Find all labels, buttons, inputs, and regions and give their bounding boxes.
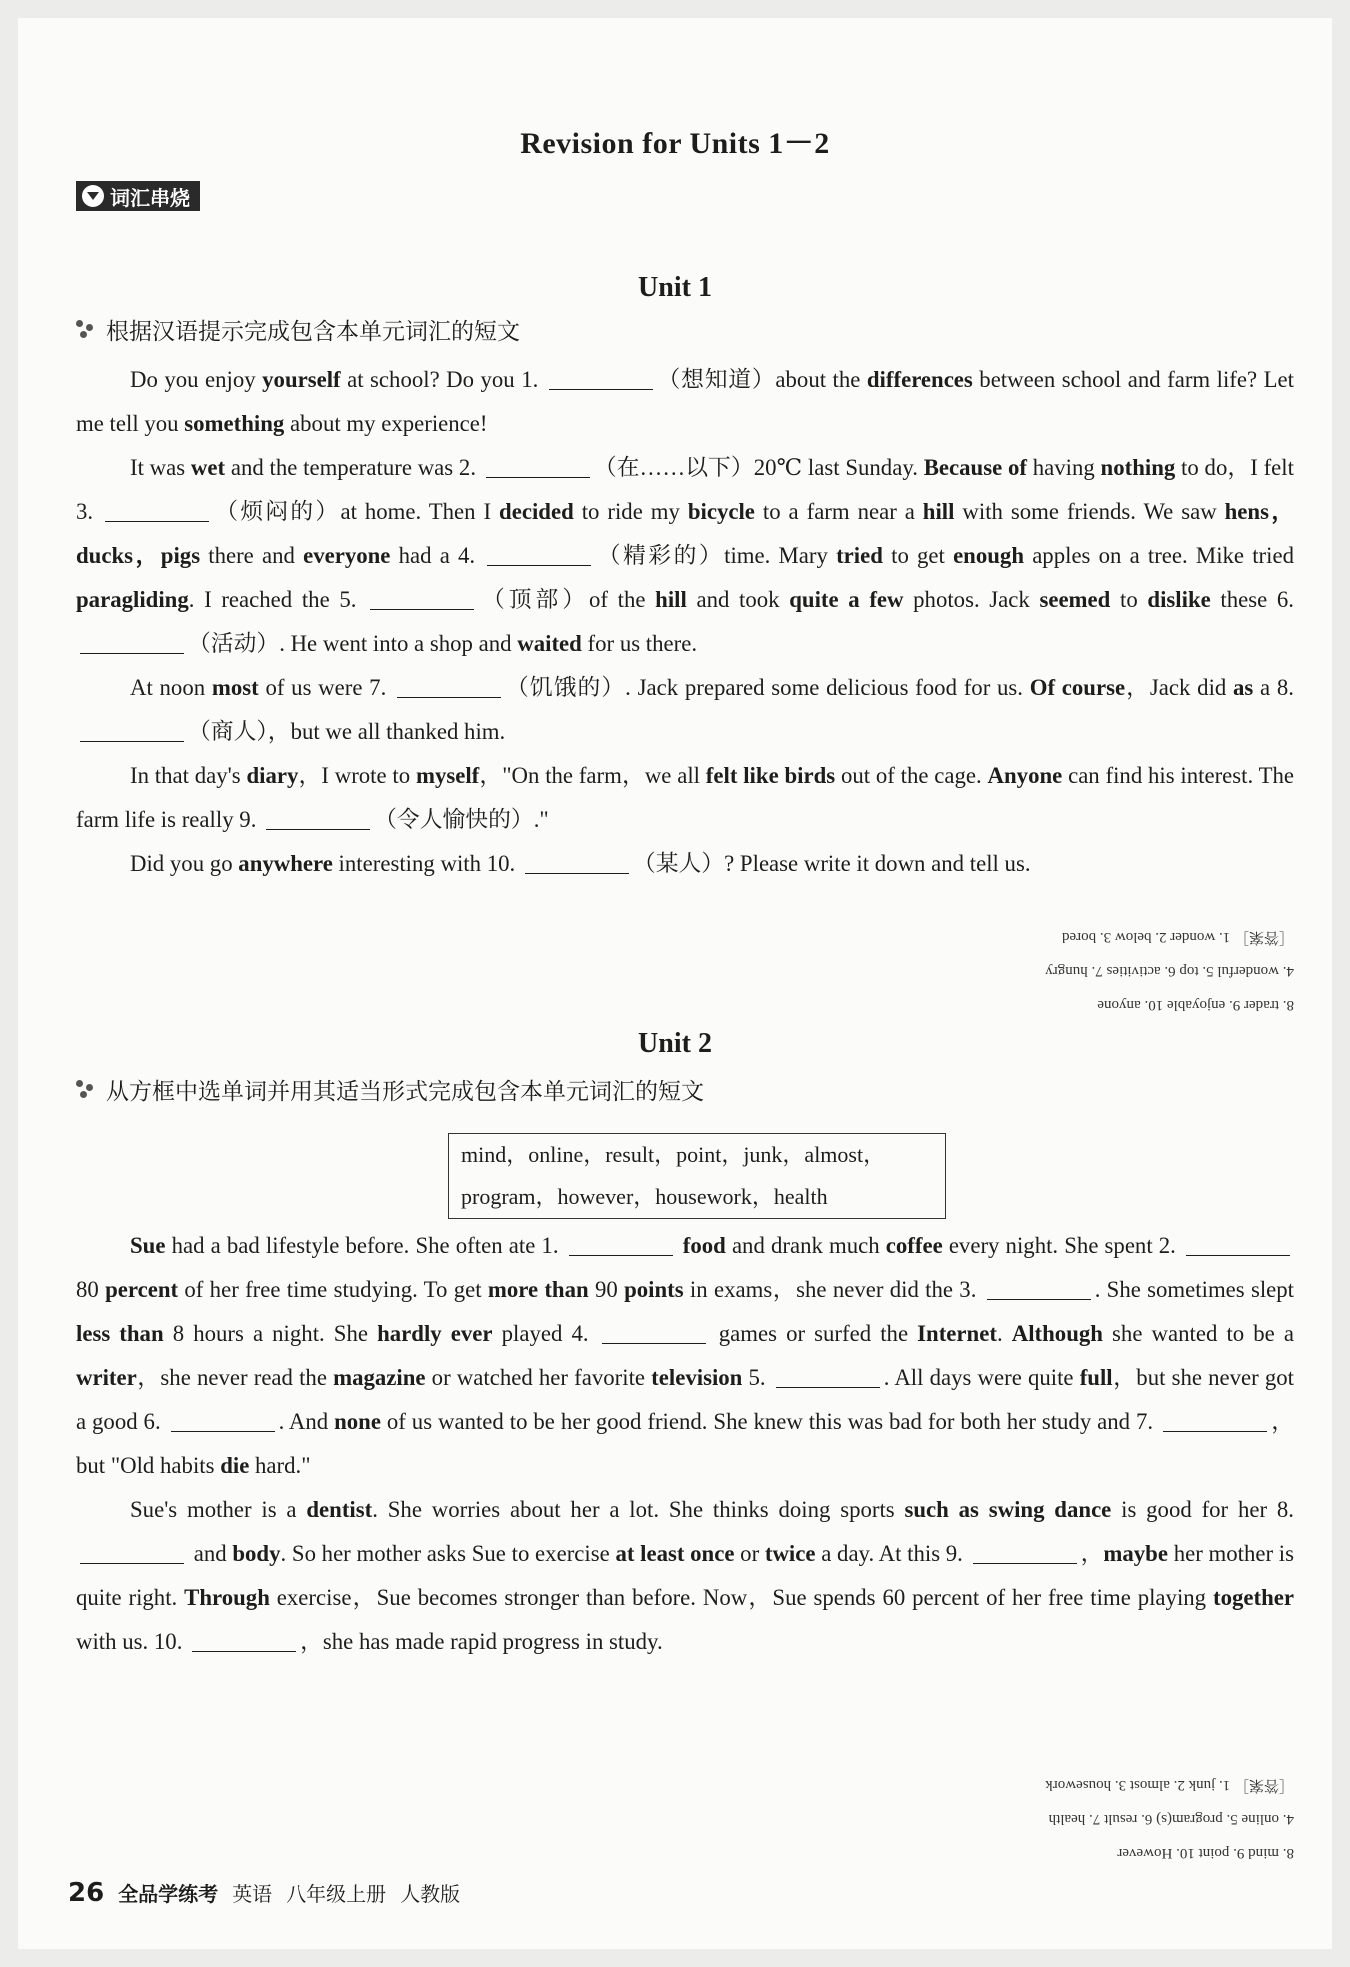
answer-blank-5[interactable]	[776, 1364, 880, 1388]
bullet-dots-icon	[76, 320, 96, 340]
answer-blank-4[interactable]	[487, 542, 591, 566]
answer-blank-10[interactable]	[525, 850, 629, 874]
answer-line: 8. mind 9. point 10. However	[1117, 1845, 1294, 1861]
answer-blank-7[interactable]	[1163, 1408, 1267, 1432]
worksheet-page	[18, 18, 1332, 1949]
answer-blank-6[interactable]	[171, 1408, 275, 1432]
answer-blank-5[interactable]	[370, 586, 474, 610]
answer-blank-3[interactable]	[987, 1276, 1091, 1300]
page-number: 26	[68, 1878, 105, 1908]
unit1-heading: Unit 1	[638, 272, 712, 303]
answer-blank-6[interactable]	[80, 630, 184, 654]
word-box-line: mind，online，result，point，junk，almost，	[461, 1142, 886, 1167]
section-tag-label: 词汇串烧	[110, 185, 190, 210]
grade: 八年级上册	[286, 1882, 387, 1906]
book-name: 全品学练考	[118, 1882, 219, 1906]
answer-blank-2[interactable]	[486, 454, 590, 478]
answer-blank-9[interactable]	[973, 1540, 1077, 1564]
word-box-line: program，however，housework，health	[461, 1184, 828, 1209]
answer-blank-8[interactable]	[80, 1540, 184, 1564]
unit1-paragraph-3: At noon most of us were 7. （饥饿的）. Jack prepared some delicious food for us. Of course，Jack did as a 8. （商人），but we all thanked him.	[76, 666, 1294, 754]
bullet-dots-icon	[76, 1080, 96, 1100]
unit1-paragraph-1: Do you enjoy yourself at school? Do you 1. （想知道）about the differences between school and farm life? Let me tell you something about my experience!	[76, 367, 1294, 436]
arrow-down-icon	[82, 185, 104, 207]
subject: 英语	[232, 1882, 273, 1906]
unit2-paragraph-1: Sue had a bad lifestyle before. She often ate 1. food and drank much coffee every night. She spent 2. 80 percent of her free time studying. To get more than 90 points in exams，she never did the 3. . She sometimes slept less than 8 hours a night. She hardly ever played 4. games or surfed the Internet. Although she wanted to be a writer，she never read the magazine or watched her favorite television 5. . All days were quite full，but she never got a good 6. . And none of us wanted to be her good friend. She knew this was bad for both her study and 7. ，but "Old habits die hard."	[76, 1233, 1295, 1478]
page-footer	[68, 1878, 460, 1908]
answer-line: 4. online 5. program(s) 6. result 7. health	[1048, 1811, 1294, 1827]
answer-blank-7[interactable]	[397, 674, 501, 698]
answer-blank-9[interactable]	[266, 806, 370, 830]
answer-blank-10[interactable]	[192, 1628, 296, 1652]
answer-blank-4[interactable]	[602, 1320, 706, 1344]
answer-blank-1[interactable]	[569, 1232, 673, 1256]
unit2-paragraph-2: Sue's mother is a dentist. She worries about her a lot. She thinks doing sports such as swing dance is good for her 8. and body. So her mother asks Sue to exercise at least once or twice a day. At this 9. ，maybe her mother is quite right. Through exercise，Sue becomes stronger than before. Now，Sue spends 60 percent of her free time playing together with us. 10. ，she has made rapid progress in study.	[76, 1497, 1295, 1654]
answer-blank-3[interactable]	[105, 498, 209, 522]
section-tag	[76, 181, 200, 211]
unit1-paragraph-5: Did you go anywhere interesting with 10. （某人）? Please write it down and tell us.	[130, 851, 1031, 876]
unit1-instruction-text: 根据汉语提示完成包含本单元词汇的短文	[106, 319, 520, 345]
page-title: Revision for Units 1－2	[520, 127, 830, 160]
answer-line: 8. trader 9. enjoyable 10. anyone	[1097, 997, 1294, 1013]
unit1-instruction	[76, 313, 520, 346]
edition: 人教版	[400, 1882, 461, 1906]
answer-line: ［答案］ 1. wonder 2. below 3. bored	[1061, 929, 1294, 945]
answer-blank-2[interactable]	[1186, 1232, 1290, 1256]
unit2-answer-key	[734, 1768, 1294, 1870]
unit1-paragraph-4: In that day's diary，I wrote to myself，"On the farm，we all felt like birds out of the cage. Anyone can find his interest. The farm life is really 9. （令人愉快的）."	[76, 763, 1295, 832]
unit2-instruction	[76, 1073, 704, 1106]
unit2-passage	[76, 1224, 1294, 1664]
word-box	[448, 1133, 946, 1219]
answer-blank-8[interactable]	[80, 718, 184, 742]
answer-line: ［答案］ 1. junk 2. almost 3. housework	[1045, 1777, 1294, 1793]
unit1-passage	[76, 358, 1294, 886]
answer-blank-1[interactable]	[549, 366, 653, 390]
unit2-instruction-text: 从方框中选单词并用其适当形式完成包含本单元词汇的短文	[106, 1079, 704, 1105]
unit1-answer-key	[734, 920, 1294, 1022]
unit2-heading: Unit 2	[638, 1028, 712, 1059]
answer-line: 4. wonderful 5. top 6. activities 7. hungry	[1045, 963, 1294, 979]
unit1-paragraph-2: It was wet and the temperature was 2. （在……以下）20℃ last Sunday. Because of having nothing to do，I felt 3. （烦闷的）at home. Then I decided to ride my bicycle to a farm near a hill with some friends. We saw hens，ducks，pigs there and everyone had a 4. （精彩的）time. Mary tried to get enough apples on a tree. Mike tried paragliding. I reached the 5. （顶部）of the hill and took quite a few photos. Jack seemed to dislike these 6. （活动）. He went into a shop and waited for us there.	[76, 455, 1294, 656]
